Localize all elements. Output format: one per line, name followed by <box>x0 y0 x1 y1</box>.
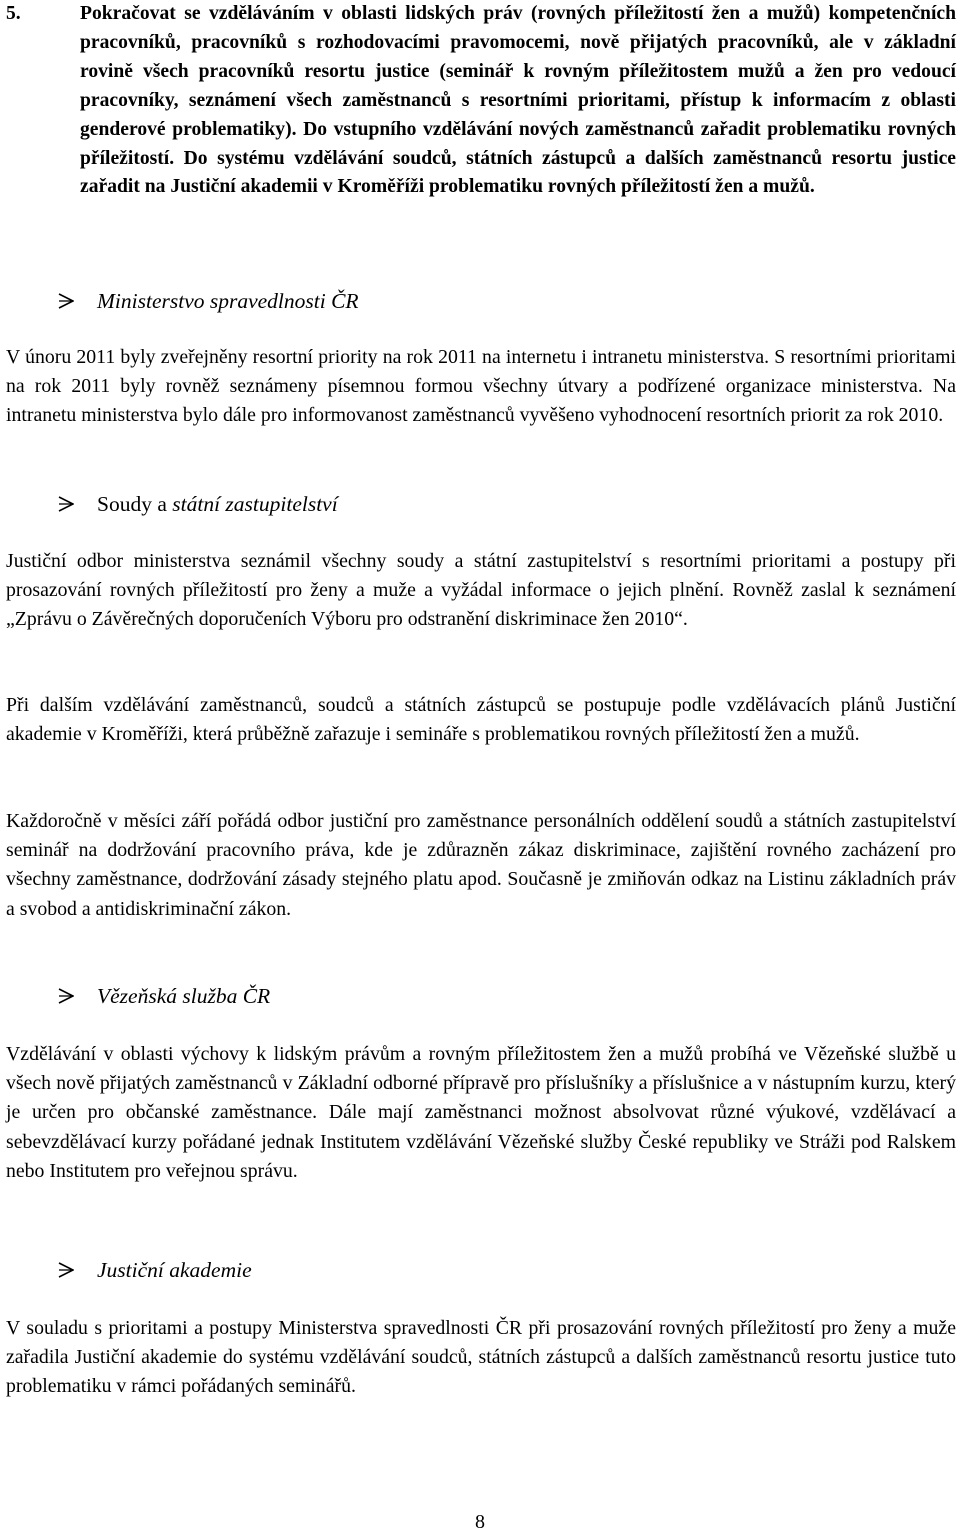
paragraph-soudy-2: Při dalším vzdělávání zaměstnanců, soudců a státních zástupců se postupuje podle vzdělávacích plánů Justiční akademie v Kroměříži, která průběžně zařazuje i semináře s problematikou rovných příležitostí žen a mužů. <box>6 694 956 746</box>
section-heading-text: Ministerstvo spravedlnosti ČR <box>97 289 359 313</box>
arrow-bullet-icon <box>58 1262 74 1278</box>
paragraph-vezenska-1: Vzdělávání v oblasti výchovy k lidským právům a rovným příležitostem žen a mužů probíhá ve Vězeňské službě u všech nově přijatých zaměstnanců v Základní odborné přípravě pro příslušníky a příslušnice a v nástupním kurzu, který je určen pro občanské zaměstnance. Dále mají zaměstnanci možnost absolvovat různé výukové, vzdělávací a sebevzdělávací kurzy pořádané jednak Institutem vzdělávání Vězeňské služby České republiky ve Stráži pod Ralskem nebo Institutem pro veřejnou správu. <box>6 1043 956 1182</box>
arrow-bullet-icon <box>58 293 74 309</box>
list-item-text <box>80 0 956 202</box>
paragraph-ministerstvo-1: V únoru 2011 byly zveřejněny resortní priority na rok 2011 na internetu i intranetu ministerstva. S resortními prioritami na rok 2011 byly rovněž seznámeny písemnou formou všechny útvary a podřízené organizace ministerstva. Na intranetu ministerstva bylo dále pro informovanost zaměstnanců vyvěšeno vyhodnocení resortních priorit za rok 2010. <box>6 346 956 427</box>
arrow-bullet-icon <box>58 496 74 512</box>
paragraph-soudy-1: Justiční odbor ministerstva seznámil všechny soudy a státní zastupitelství s resortními prioritami a postupy při prosazování rovných příležitostí pro ženy a muže a vyžádal informace o jejich plnění. Rovněž zaslal k seznámení „Zprávu o Závěrečných doporučeních Výboru pro odstranění diskriminace žen 2010“. <box>6 550 956 631</box>
paragraph-soudy-3: Každoročně v měsíci září pořádá odbor justiční pro zaměstnance personálních oddělení soudů a státních zastupitelství seminář na dodržování pracovního práva, kde je zdůrazněn zákaz diskriminace, zajištění rovného zacházení pro všechny zaměstnance, dodržování zásady stejného platu apod. Současně je zmiňován odkaz na Listinu základních práv a svobod a antidiskriminační zákon. <box>6 810 956 920</box>
page-number: 8 <box>475 1511 485 1533</box>
arrow-bullet-icon <box>58 988 74 1004</box>
list-item-5 <box>6 0 956 202</box>
section-heading-text: Vězeňská služba ČR <box>97 984 271 1008</box>
paragraph-akademie-1: V souladu s prioritami a postupy Ministerstva spravedlnosti ČR při prosazování rovných příležitostí pro ženy a muže zařadila Justiční akademie do systému vzdělávání soudců, státních zástupců a dalších zaměstnanců resortu justice tuto problematiku v rámci pořádaných seminářů. <box>6 1317 956 1398</box>
list-item-text-a: Pokračovat se vzděláváním v oblasti lidských práv (rovných příležitostí žen a mužů) kompetenčních pracovníků, pracovníků s rozhodovacími pravomocemi, nově přijatých pracovníků, ale v základní rovině všech pracovníků resortu justice (seminář k rovným příležitostem mužů a žen pro vedoucí pracovníky, seznámení všech zaměstnanců s resortními prioritami, přístup k informacím z oblasti genderové problematiky). Do vstupního vzdělávání nových zaměstnanců zařadit problematiku rovných příležitostí. <box>80 3 956 169</box>
list-item-number: 5. <box>6 3 21 24</box>
list-item-text-b: Do systému vzdělávání soudců, státních zástupců a dalších zaměstnanců resortu justice zařadit na Justiční akademii v Kroměříži problematiku rovných příležitostí žen a mužů. <box>80 147 956 198</box>
heading-italic-part: státní zastupitelství <box>172 492 338 516</box>
heading-plain-part: Soudy a <box>97 492 173 516</box>
section-heading-text <box>97 490 338 518</box>
section-heading-text: Justiční akademie <box>97 1258 252 1282</box>
